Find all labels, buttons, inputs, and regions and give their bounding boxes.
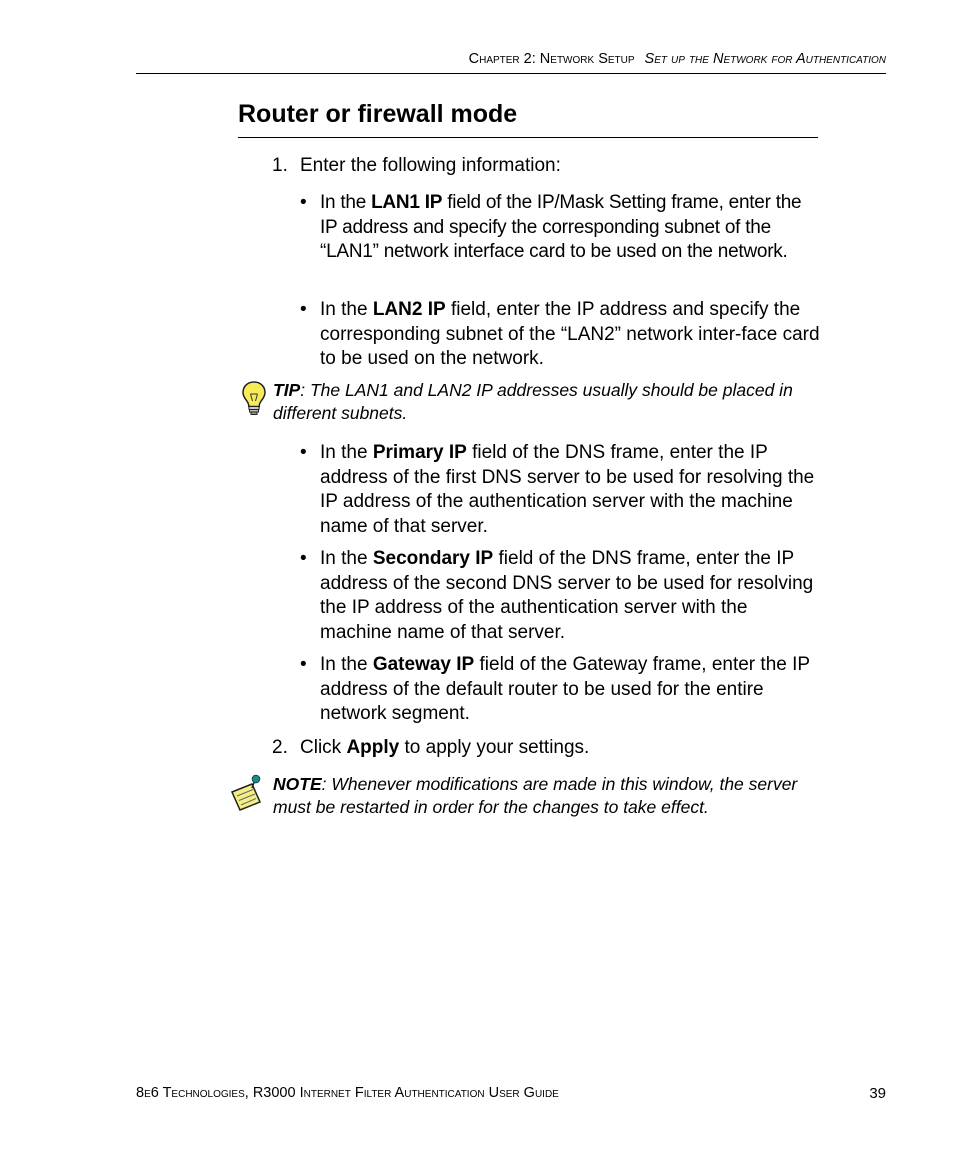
pinned-note-icon xyxy=(226,774,266,814)
bullet-symbol: • xyxy=(300,299,307,320)
bullet-primary-ip xyxy=(300,441,820,539)
title-divider xyxy=(238,137,818,138)
lightbulb-icon xyxy=(240,380,268,416)
running-header xyxy=(136,51,886,67)
step-text: Enter the following information: xyxy=(300,155,561,176)
bullet-text: field of the DNS frame, enter the IP address of the second DNS server to be used for resolving the IP address of the authentication server with the machine name of that server. xyxy=(320,548,814,643)
page-number: 39 xyxy=(869,1085,886,1102)
step-text: to apply your settings. xyxy=(399,737,590,758)
note-callout xyxy=(273,773,821,819)
header-section: Set up the Network for Authentication xyxy=(644,51,886,67)
step-number: 2. xyxy=(272,737,288,758)
bullet-lan1-ip xyxy=(300,191,820,265)
header-chapter: Chapter 2: Network Setup xyxy=(468,51,635,67)
tip-text: : The LAN1 and LAN2 IP addresses usually should be placed in different subnets. xyxy=(273,380,793,423)
running-footer: 8e6 Technologies, R3000 Internet Filter Authentication User Guide xyxy=(136,1085,559,1101)
note-text: : Whenever modifications are made in this window, the server must be restarted in order for the changes to take effect. xyxy=(273,774,798,817)
bullet-field-name: LAN2 IP xyxy=(372,299,446,320)
section-title: Router or firewall mode xyxy=(238,100,518,128)
bullet-field-name: Primary IP xyxy=(372,442,467,463)
step-1 xyxy=(272,153,561,178)
step-text-pre: Click xyxy=(300,737,347,758)
step-action: Apply xyxy=(346,737,400,758)
bullet-field-name: Secondary IP xyxy=(372,548,494,569)
note-label: NOTE xyxy=(273,774,322,794)
bullet-text: field of the DNS frame, enter the IP address of the first DNS server to be used for resolving the IP address of the authentication server with the machine name of that server. xyxy=(320,442,815,537)
bullet-text-pre: In the xyxy=(320,548,373,569)
bullet-secondary-ip xyxy=(300,547,820,645)
bullet-symbol: • xyxy=(300,442,307,463)
step-2 xyxy=(272,735,589,760)
tip-label: TIP xyxy=(273,380,301,400)
bullet-symbol: • xyxy=(300,548,307,569)
bullet-text-pre: In the xyxy=(320,192,372,213)
bullet-text-pre: In the xyxy=(320,299,373,320)
step-number: 1. xyxy=(272,155,288,176)
bullet-field-name: LAN1 IP xyxy=(371,192,443,213)
bullet-text: field of the IP/Mask Setting frame, enter the IP address and specify the corresponding subnet of the “LAN1” network interface card to be used on the network. xyxy=(320,192,802,263)
bullet-symbol: • xyxy=(300,192,307,213)
bullet-text-pre: In the xyxy=(320,654,373,675)
bullet-field-name: Gateway IP xyxy=(372,654,475,675)
bullet-text: field of the Gateway frame, enter the IP address of the default router to be used for the entire network segment. xyxy=(320,654,810,725)
bullet-symbol: • xyxy=(300,654,307,675)
bullet-gateway-ip xyxy=(300,653,820,727)
bullet-text: field, enter the IP address and specify the corresponding subnet of the “LAN2” network inter-face card to be used on the network. xyxy=(320,299,820,370)
tip-callout xyxy=(273,379,821,425)
bullet-lan2-ip xyxy=(300,298,820,372)
header-divider xyxy=(136,73,886,74)
bullet-text-pre: In the xyxy=(320,442,373,463)
